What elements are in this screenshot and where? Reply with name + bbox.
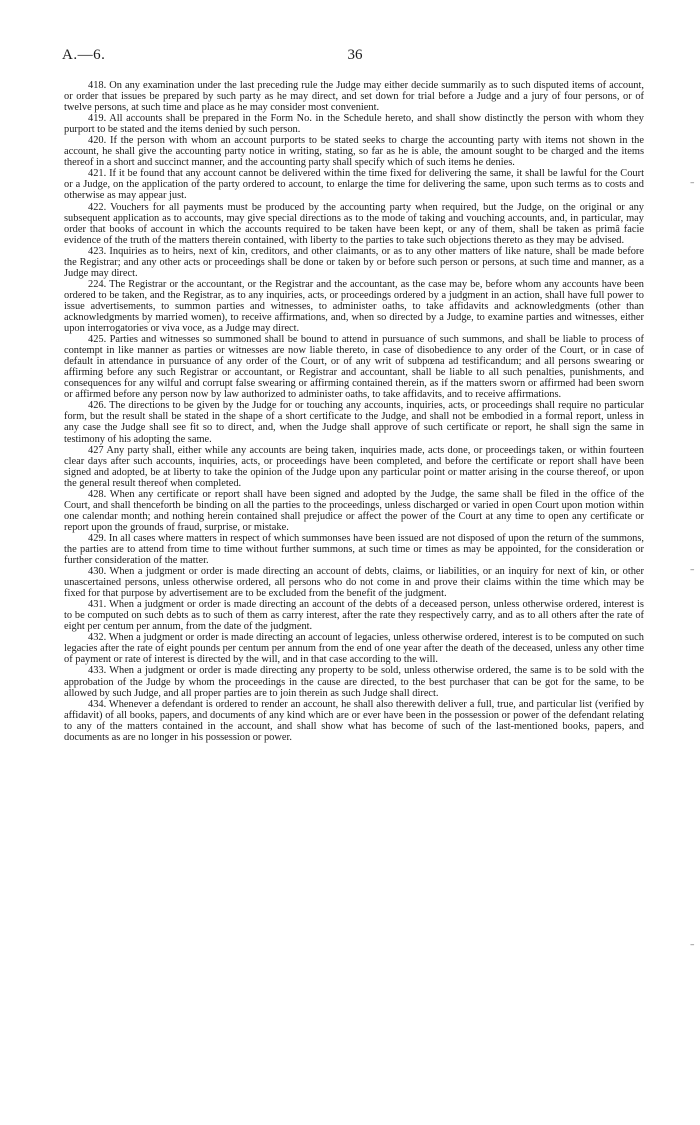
rule-418 [64, 80, 644, 113]
rule-text: Vouchers for all payments must be produced by the accounting party when required, but the Judge, on the original or any subsequent application as to accounts, may give special directions as to the mode of taking and vouching accounts, and, in particular, may order that books of account in which the accounts required to be taken have been kept, or any of them, shall be taken as primâ facie evidence of the truth of the matters therein contained, with liberty to the parties to take such objections thereto as they may be advised. [64, 201, 644, 246]
rule-text: The Registrar or the accountant, or the Registrar and the accountant, as the case may be, before whom any accounts have been ordered to be taken, and the Registrar, as to any inquiries, acts, or proceedings ordered by a judgment in an action, shall have full power to issue advertisements, to summon parties and witnesses, to administer oaths, to take affidavits and acknowledgments (other than acknowledgments by married women), to receive affirmations, and, when so directed by a Judge, to examine parties and witnesses, either upon interrogatories or viva voce, as a Judge may direct. [64, 278, 644, 335]
rule-text: Whenever a defendant is ordered to render an account, he shall also therewith deliver a full, true, and particular list (verified by affidavit) of all books, papers, and documents of any kind which are or ever have been in the possession or power of the defendant relating to any of the matters contained in the account, and shall show what has become of such of the last-mentioned books, papers, and documents as are no longer in his possession or power. [64, 698, 644, 743]
body-text [64, 80, 644, 743]
page-header [62, 47, 648, 67]
rule-text: When a judgment or order is made directing an account of debts, claims, or liabilities, or an inquiry for next of kin, or other unascertained persons, unless otherwise ordered, all persons who do not come in and prove their claims within the time which may be fixed for that purpose by advertisement are to be excluded from the benefit of the judgment. [64, 566, 644, 600]
rule-text: All accounts shall be prepared in the Form No. in the Schedule hereto, and shall show distinctly the person with whom they purport to be stated and the items denied by such person. [64, 113, 644, 136]
rule-text: When any certificate or report shall have been signed and adopted by the Judge, the same shall be filed in the office of the Court, and shall thenceforth be binding on all the parties to the proceedings, unless discharged or varied in open Court upon motion within one calendar month; and nothing herein contained shall prejudice or affect the power of the Court at any time to open any certificate or report upon the grounds of fraud, surprise, or mistake. [64, 488, 644, 533]
rule-number: 434. [88, 698, 107, 710]
rule-429 [64, 533, 644, 566]
rule-424 [64, 279, 644, 334]
rule-426 [64, 400, 644, 444]
rule-text: The directions to be given by the Judge for or touching any accounts, inquiries, acts, or proceedings shall require no particular form, but the result shall be stated in the shape of a short certificate to the Judge, and shall not be embodied in a formal report, unless in any case the Judge shall see fit so to direct, and, when the Judge shall approve of such certificate or report, he shall sign the same in testimony of his adopting the same. [64, 400, 645, 445]
rule-425 [64, 334, 644, 400]
rule-423 [64, 246, 644, 279]
rule-text: If the person with whom an account purports to be stated seeks to charge the accounting party with items not shown in the account, he shall give the accounting party notice in writing, stating, so far as he is able, the amount sought to be charged and the items thereof in a short and succinct manner, and the accounting party shall specify which of such items he denies. [64, 135, 644, 169]
document-reference: A.—6. [62, 47, 106, 63]
rule-420 [64, 135, 644, 168]
rule-428 [64, 489, 644, 533]
rule-number: 429. [88, 532, 107, 544]
rule-text: Parties and witnesses so summoned shall be bound to attend in pursuance of such summons, and shall be liable to process of contempt in like manner as parties or witnesses are now liable thereto, in case of disobedience to any order of the Court, or in case of default in attendance in pursuance of any order of the Court, or of any writ of subpœna ad testificandum; and all persons swearing or affirming before any such Registrar or accountant, or Registrar and accountant, shall be liable to all such penalties, punishments, and consequences for any wilful and corrupt false swearing or affirming contained therein, as if the matters sworn or affirmed had been sworn or affirmed before any person now by law authorized to administer oaths, to take affidavits, and to receive affirmations. [64, 334, 644, 401]
rule-430 [64, 566, 644, 599]
rule-number: 420. [88, 135, 107, 147]
margin-mark: – [690, 940, 695, 950]
rule-427 [64, 445, 644, 489]
rule-text: When a judgment or order is made directing any property to be sold, unless otherwise ordered, the same is to be sold with the approbation of the Judge by whom the proceedings in the cause are directed, to the best purchaser that can be got for the same, to be allowed by such Judge, and all proper parties are to join therein as such Judge shall direct. [64, 665, 644, 699]
rule-number: 423. [88, 245, 107, 257]
rule-text: Inquiries as to heirs, next of kin, creditors, and other claimants, or as to any other matters of like nature, shall be made before the Registrar; and any other acts or proceedings shall be done or taken by or before such person or persons, at such time and manner, as a Judge may direct. [64, 245, 644, 279]
rule-text: On any examination under the last preceding rule the Judge may either decide summarily as to such disputed items of account, or order that issues be prepared by such party as he may direct, and set down for trial before a Judge and a jury of four persons, or of twelve persons, at such time and place as he may consider most convenient. [64, 80, 644, 114]
rule-number: 430. [88, 566, 107, 578]
margin-mark: – [690, 178, 695, 188]
rule-number: 425. [88, 334, 107, 346]
page-number: 36 [347, 47, 363, 63]
rule-422 [64, 202, 644, 246]
rule-number: 224. [88, 278, 107, 290]
margin-mark: – [690, 565, 695, 575]
rule-number: 418. [88, 80, 107, 91]
rule-number: 422. [88, 201, 107, 213]
rule-number: 433. [88, 665, 107, 677]
rule-text: Any party shall, either while any accounts are being taken, inquiries made, acts done, or proceedings taken, or within fourteen clear days after such accounts, inquiries, acts, or proceedings have been completed, and before the certificate or report shall have been signed and adopted, be at liberty to take the opinion of the Judge upon any particular point or matter arising in the course thereof, or upon the general result thereof when completed. [64, 444, 644, 489]
rule-number: 419. [88, 113, 107, 125]
rule-number: 426. [88, 400, 107, 412]
rule-text: When a judgment or order is made directing an account of the debts of a deceased person, unless otherwise ordered, interest is to be computed on such debts as to such of them as carry interest, after the rate they respectively carry, and as to all others after the rate of eight per centum per annum, from the date of the judgment. [64, 599, 644, 633]
rule-number: 428. [88, 488, 107, 500]
rule-433 [64, 665, 644, 698]
rule-text: When a judgment or order is made directing an account of legacies, unless otherwise ordered, interest is to be computed on such legacies after the rate of eight pounds per centum per annum from the end of one year after the death of the deceased, unless any other time of payment or rate of interest is directed by the will, and in that case according to the will. [64, 632, 644, 666]
rule-431 [64, 599, 644, 632]
rule-number: 427 [88, 444, 104, 456]
rule-421 [64, 168, 644, 201]
rule-number: 431. [88, 599, 107, 611]
rule-number: 432. [88, 632, 107, 644]
rule-434 [64, 699, 644, 743]
rule-419 [64, 113, 644, 135]
rule-text: In all cases where matters in respect of which summonses have been issued are not disposed of upon the return of the summons, the parties are to attend from time to time without further summons, at such time or times as may be appointed, for the consideration or further consideration of the matter. [64, 532, 644, 567]
rule-432 [64, 632, 644, 665]
rule-number: 421. [88, 168, 107, 180]
rule-text: If it be found that any account cannot be delivered within the time fixed for delivering the same, it shall be lawful for the Court or a Judge, on the application of the party ordered to account, to enlarge the time for delivering the same, upon such terms as to costs and otherwise as may appear just. [64, 168, 644, 202]
